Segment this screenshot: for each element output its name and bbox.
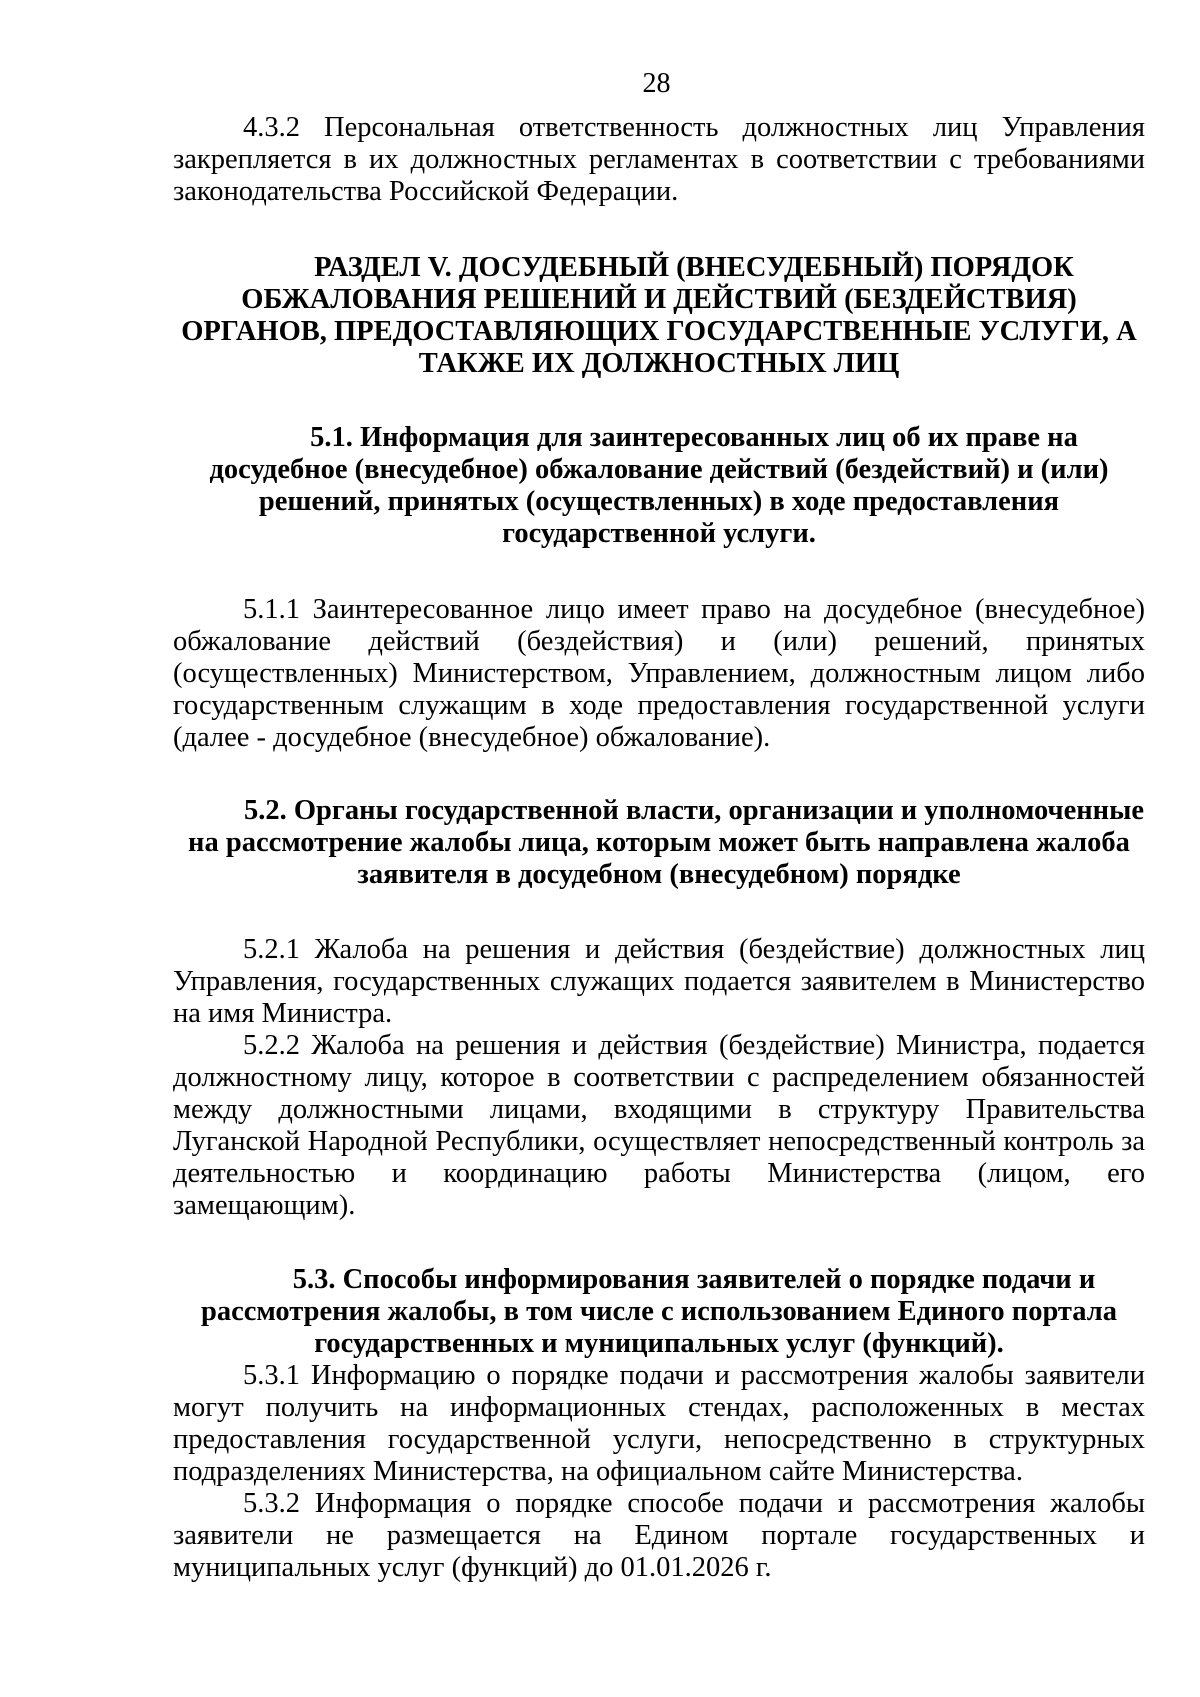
paragraph-5-1-1: 5.1.1 Заинтересованное лицо имеет право на досудебное (внесудебное) обжалование действий (бездействия) и (или) решений, принятых (осуществленных) Министерством, Управлением, должностным лицом либо государственным служащим в ходе предоставления государственной услуги (далее - досудебное (внесудебное) обжалование).: [173, 594, 1145, 753]
paragraph-5-3-2: 5.3.2 Информация о порядке способе подачи и рассмотрения жалобы заявители не размещается на Едином портале государственных и муниципальных услуг (функций) до 01.01.2026 г.: [173, 1488, 1145, 1583]
page-number: 28: [642, 68, 671, 99]
heading-5-1: 5.1. Информация для заинтересованных лиц об их праве на досудебное (внесудебное) обжалование действий (бездействий) и (или) решений, принятых (осуществленных) в ходе предоставления государственной услуги.: [209, 422, 1109, 549]
document-body: [173, 112, 1145, 1584]
paragraph-5-2-2: 5.2.2 Жалоба на решения и действия (бездействие) Министра, подается должностному лицу, которое в соответствии с распределением обязанностей между должностными лицами, входящими в структуру Правительства Луганской Народной Республики, осуществляет непосредственный контроль за деятельностью и координацию работы Министерства (лицом, его замещающим).: [173, 1030, 1145, 1221]
section-v-title: РАЗДЕЛ V. ДОСУДЕБНЫЙ (ВНЕСУДЕБНЫЙ) ПОРЯДОК ОБЖАЛОВАНИЯ РЕШЕНИЙ И ДЕЙСТВИЙ (БЕЗДЕЙСТВИЯ) ОРГАНОВ, ПРЕДОСТАВЛЯЮЩИХ ГОСУДАРСТВЕННЫЕ УСЛУГИ, А ТАКЖЕ ИХ ДОЛЖНОСТНЫХ ЛИЦ: [181, 252, 1137, 379]
heading-5-2: 5.2. Органы государственной власти, организации и уполномоченные на рассмотрение жалобы лица, которым может быть направлена жалоба заявителя в досудебном (внесудебном) порядке: [188, 795, 1144, 890]
paragraph-4-3-2: 4.3.2 Персональная ответственность должностных лиц Управления закрепляется в их должностных регламентах в соответствии с требованиями законодательства Российской Федерации.: [173, 112, 1145, 207]
paragraph-5-3-1: 5.3.1 Информацию о порядке подачи и рассмотрения жалобы заявители могут получить на информационных стендах, расположенных в местах предоставления государственной услуги, непосредственно в структурных подразделениях Министерства, на официальном сайте Министерства.: [173, 1360, 1145, 1487]
heading-5-3: 5.3. Способы информирования заявителей о порядке подачи и рассмотрения жалобы, в том числе с использованием Единого портала государственных и муниципальных услуг (функций).: [200, 1264, 1118, 1359]
paragraph-5-2-1: 5.2.1 Жалоба на решения и действия (бездействие) должностных лиц Управления, государственных служащих подается заявителем в Министерство на имя Министра.: [173, 934, 1145, 1029]
